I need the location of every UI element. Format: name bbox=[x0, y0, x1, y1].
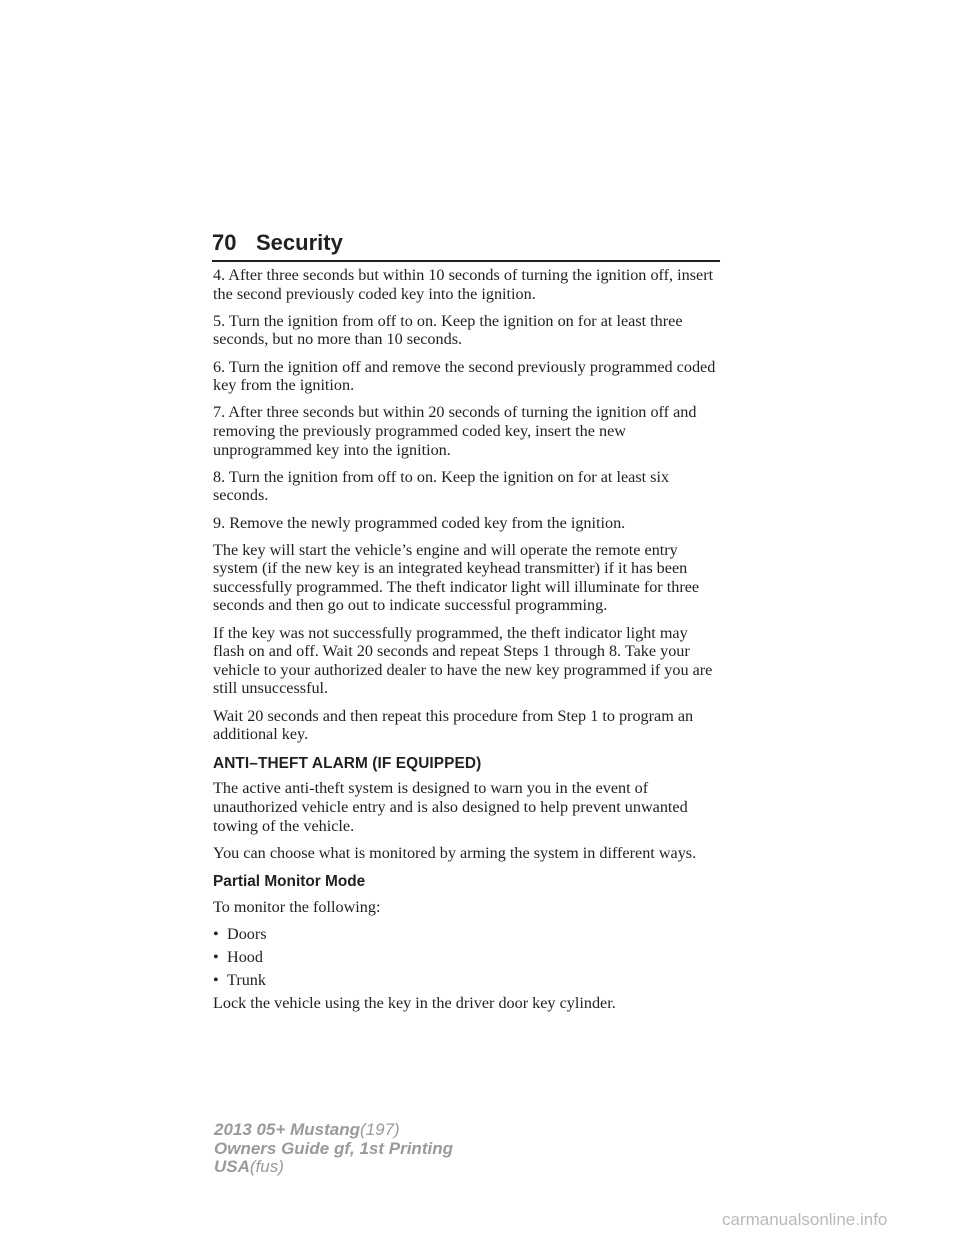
step-9: 9. Remove the newly programmed coded key from the ignition. bbox=[213, 513, 626, 532]
step-5: 5. Turn the ignition from off to on. Keep the ignition on for at least three seconds, but no more than 10 seconds. bbox=[213, 311, 683, 349]
page-code: (197) bbox=[360, 1120, 400, 1139]
bullet-icon: • bbox=[213, 948, 219, 967]
list-item bbox=[213, 925, 720, 944]
watermark-link[interactable]: carmanualsonline.info bbox=[722, 1210, 888, 1229]
footer-line-2: Owners Guide gf, 1st Printing bbox=[214, 1138, 453, 1158]
step-8: 8. Turn the ignition from off to on. Keep the ignition on for at least six seconds. bbox=[213, 467, 670, 505]
partial-monitor-heading: Partial Monitor Mode bbox=[213, 873, 366, 891]
success-paragraph: The key will start the vehicle’s engine and will operate the remote entry system (if the new key is an integrated keyhead transmitter) if it has been successfully programmed. The theft indicator light will illuminate for three seconds and then go out to indicate successful programming. bbox=[213, 540, 700, 615]
closing-paragraph: Lock the vehicle using the key in the driver door key cylinder. bbox=[213, 994, 616, 1013]
step-6: 6. Turn the ignition off and remove the second previously programmed coded key from the ignition. bbox=[213, 357, 716, 395]
page-header bbox=[212, 230, 720, 256]
step-7: 7. After three seconds but within 20 seconds of turning the ignition off and removing the previously programmed coded key, insert the new unprogrammed key into the ignition. bbox=[213, 403, 697, 459]
failure-paragraph: If the key was not successfully programmed, the theft indicator light may flash on and off. Wait 20 seconds and repeat Steps 1 through 8. Take your vehicle to your authorized dealer to have the new key programmed if you are still unsuccessful. bbox=[213, 623, 713, 698]
list-item-text: Hood bbox=[227, 948, 263, 967]
region-label: USA bbox=[214, 1157, 250, 1176]
alarm-description: The active anti-theft system is designed to warn you in the event of unauthorized vehicle entry and is also designed to help prevent unwanted towing of the vehicle. bbox=[213, 779, 688, 835]
page-number: 70 bbox=[212, 230, 237, 255]
monitor-list bbox=[213, 925, 720, 990]
bullet-icon: • bbox=[213, 925, 219, 944]
step-4: 4. After three seconds but within 10 seconds of turning the ignition off, insert the second previously coded key into the ignition. bbox=[213, 266, 714, 303]
additional-key-paragraph: Wait 20 seconds and then repeat this procedure from Step 1 to program an additional key. bbox=[213, 706, 694, 744]
region-code: (fus) bbox=[249, 1157, 284, 1176]
list-item bbox=[213, 971, 720, 990]
list-item bbox=[213, 948, 720, 967]
bullet-icon: • bbox=[213, 971, 219, 990]
list-item-text: Trunk bbox=[227, 971, 266, 990]
section-title: Security bbox=[256, 230, 343, 255]
model-label: 2013 05+ Mustang bbox=[214, 1120, 360, 1139]
list-item-text: Doors bbox=[227, 925, 267, 944]
print-footer bbox=[214, 1121, 453, 1177]
arming-description: You can choose what is monitored by arming the system in different ways. bbox=[213, 843, 697, 862]
header-rule bbox=[212, 260, 720, 262]
page-content bbox=[213, 266, 720, 1021]
alarm-heading: ANTI–THEFT ALARM (IF EQUIPPED) bbox=[213, 754, 482, 772]
footer-line-1 bbox=[214, 1121, 453, 1140]
monitor-intro: To monitor the following: bbox=[213, 897, 381, 916]
footer-line-3 bbox=[214, 1158, 453, 1177]
